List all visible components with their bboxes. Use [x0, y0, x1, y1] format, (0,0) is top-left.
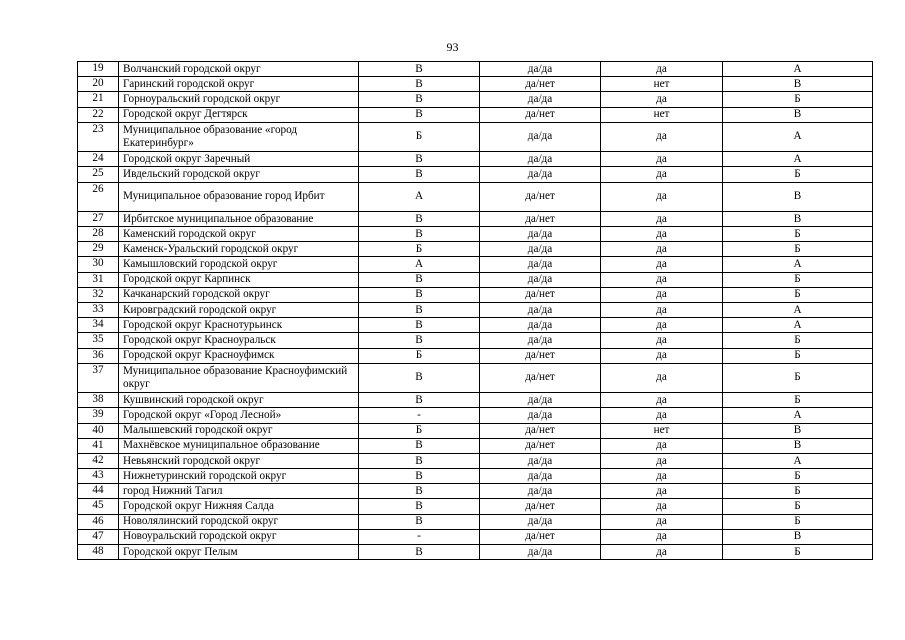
row-number: 46 [78, 514, 119, 529]
grade-cell: Б [723, 484, 873, 499]
row-number: 36 [78, 348, 119, 363]
table-row [78, 393, 873, 408]
row-number: 22 [78, 107, 119, 122]
row-number: 23 [78, 122, 119, 151]
yes-no-pair-cell: да/да [480, 242, 601, 257]
category-cell: В [359, 77, 480, 92]
category-cell: - [359, 529, 480, 544]
category-cell: В [359, 211, 480, 226]
table-row [78, 242, 873, 257]
yes-no-cell: да [601, 484, 723, 499]
municipality-name: Каменск-Уральский городской округ [119, 242, 359, 257]
table-row [78, 363, 873, 392]
row-number: 40 [78, 423, 119, 438]
grade-cell: В [723, 423, 873, 438]
grade-cell: Б [723, 333, 873, 348]
row-number: 43 [78, 469, 119, 484]
yes-no-pair-cell: да/да [480, 393, 601, 408]
yes-no-cell: да [601, 499, 723, 514]
yes-no-pair-cell: да/да [480, 408, 601, 423]
row-number: 21 [78, 92, 119, 107]
category-cell: Б [359, 348, 480, 363]
municipality-name: Муниципальное образование Красноуфимский округ [119, 363, 359, 392]
row-number: 25 [78, 167, 119, 182]
yes-no-cell: да [601, 242, 723, 257]
yes-no-cell: да [601, 167, 723, 182]
yes-no-pair-cell: да/нет [480, 499, 601, 514]
table-row [78, 438, 873, 453]
grade-cell: Б [723, 92, 873, 107]
yes-no-pair-cell: да/да [480, 514, 601, 529]
row-number: 32 [78, 287, 119, 302]
table-row [78, 107, 873, 122]
yes-no-cell: да [601, 333, 723, 348]
grade-cell: А [723, 408, 873, 423]
municipality-name: Городской округ Заречный [119, 152, 359, 167]
category-cell: В [359, 303, 480, 318]
grade-cell: Б [723, 469, 873, 484]
table-row [78, 182, 873, 211]
yes-no-pair-cell: да/да [480, 272, 601, 287]
row-number: 20 [78, 77, 119, 92]
row-number: 29 [78, 242, 119, 257]
municipality-name: Муниципальное образование город Ирбит [119, 182, 359, 211]
category-cell: В [359, 393, 480, 408]
yes-no-cell: да [601, 438, 723, 453]
yes-no-pair-cell: да/да [480, 92, 601, 107]
table-row [78, 152, 873, 167]
yes-no-cell: да [601, 408, 723, 423]
yes-no-cell: нет [601, 77, 723, 92]
category-cell: Б [359, 122, 480, 151]
grade-cell: А [723, 62, 873, 77]
grade-cell: Б [723, 499, 873, 514]
grade-cell: Б [723, 272, 873, 287]
row-number: 24 [78, 152, 119, 167]
grade-cell: А [723, 303, 873, 318]
grade-cell: Б [723, 287, 873, 302]
row-number: 48 [78, 545, 119, 560]
yes-no-pair-cell: да/да [480, 484, 601, 499]
municipality-name: Горноуральский городской округ [119, 92, 359, 107]
category-cell: А [359, 257, 480, 272]
yes-no-cell: да [601, 62, 723, 77]
category-cell: В [359, 272, 480, 287]
yes-no-pair-cell: да/да [480, 303, 601, 318]
category-cell: В [359, 318, 480, 333]
row-number: 27 [78, 211, 119, 226]
table-row [78, 92, 873, 107]
table-row [78, 348, 873, 363]
yes-no-cell: да [601, 453, 723, 468]
municipality-name: Ирбитское муниципальное образование [119, 211, 359, 226]
category-cell: В [359, 499, 480, 514]
municipality-name: Гаринский городской округ [119, 77, 359, 92]
municipality-name: Новоуральский городской округ [119, 529, 359, 544]
municipality-name: Городской округ Пелым [119, 545, 359, 560]
table-row [78, 499, 873, 514]
row-number: 37 [78, 363, 119, 392]
yes-no-pair-cell: да/нет [480, 423, 601, 438]
grade-cell: А [723, 453, 873, 468]
municipality-name: Новолялинский городской округ [119, 514, 359, 529]
municipality-name: Ивдельский городской округ [119, 167, 359, 182]
municipality-name: Качканарский городской округ [119, 287, 359, 302]
yes-no-cell: да [601, 318, 723, 333]
yes-no-pair-cell: да/нет [480, 211, 601, 226]
municipality-name: Городской округ Красноуральск [119, 333, 359, 348]
category-cell: В [359, 287, 480, 302]
municipality-name: Городской округ Дегтярск [119, 107, 359, 122]
yes-no-cell: да [601, 152, 723, 167]
table-row [78, 469, 873, 484]
municipality-name: Городской округ Нижняя Салда [119, 499, 359, 514]
grade-cell: В [723, 438, 873, 453]
municipality-name: Нижнетуринский городской округ [119, 469, 359, 484]
grade-cell: Б [723, 393, 873, 408]
row-number: 38 [78, 393, 119, 408]
category-cell: В [359, 107, 480, 122]
category-cell: В [359, 453, 480, 468]
table-row [78, 484, 873, 499]
municipality-name: Городской округ Красноуфимск [119, 348, 359, 363]
table-row [78, 122, 873, 151]
grade-cell: Б [723, 348, 873, 363]
category-cell: В [359, 545, 480, 560]
row-number: 44 [78, 484, 119, 499]
category-cell: В [359, 333, 480, 348]
municipality-name: Махнёвское муниципальное образование [119, 438, 359, 453]
category-cell: В [359, 92, 480, 107]
municipality-name: Городской округ Карпинск [119, 272, 359, 287]
yes-no-pair-cell: да/нет [480, 287, 601, 302]
yes-no-pair-cell: да/нет [480, 363, 601, 392]
category-cell: В [359, 227, 480, 242]
row-number: 39 [78, 408, 119, 423]
yes-no-pair-cell: да/да [480, 453, 601, 468]
row-number: 45 [78, 499, 119, 514]
yes-no-pair-cell: да/да [480, 545, 601, 560]
grade-cell: Б [723, 363, 873, 392]
table-row [78, 257, 873, 272]
grade-cell: В [723, 77, 873, 92]
yes-no-pair-cell: да/нет [480, 107, 601, 122]
yes-no-cell: нет [601, 107, 723, 122]
category-cell: В [359, 363, 480, 392]
yes-no-cell: да [601, 545, 723, 560]
yes-no-pair-cell: да/да [480, 167, 601, 182]
yes-no-pair-cell: да/да [480, 469, 601, 484]
category-cell: В [359, 438, 480, 453]
row-number: 35 [78, 333, 119, 348]
page-number: 93 [446, 40, 459, 54]
yes-no-pair-cell: да/да [480, 62, 601, 77]
table-row [78, 333, 873, 348]
yes-no-pair-cell: да/нет [480, 529, 601, 544]
category-cell: Б [359, 423, 480, 438]
row-number: 30 [78, 257, 119, 272]
yes-no-cell: да [601, 348, 723, 363]
category-cell: Б [359, 242, 480, 257]
yes-no-cell: да [601, 257, 723, 272]
yes-no-cell: да [601, 393, 723, 408]
yes-no-pair-cell: да/да [480, 122, 601, 151]
table-body [78, 62, 873, 560]
grade-cell: В [723, 211, 873, 226]
yes-no-cell: да [601, 122, 723, 151]
yes-no-cell: да [601, 287, 723, 302]
yes-no-cell: да [601, 514, 723, 529]
table-row [78, 167, 873, 182]
municipality-name: Каменский городской округ [119, 227, 359, 242]
category-cell: В [359, 484, 480, 499]
grade-cell: Б [723, 167, 873, 182]
municipality-name: город Нижний Тагил [119, 484, 359, 499]
category-cell: В [359, 469, 480, 484]
grade-cell: В [723, 529, 873, 544]
yes-no-cell: да [601, 363, 723, 392]
category-cell: - [359, 408, 480, 423]
table-row [78, 408, 873, 423]
row-number: 31 [78, 272, 119, 287]
yes-no-pair-cell: да/да [480, 333, 601, 348]
grade-cell: В [723, 107, 873, 122]
yes-no-pair-cell: да/нет [480, 348, 601, 363]
yes-no-cell: да [601, 529, 723, 544]
grade-cell: А [723, 122, 873, 151]
yes-no-pair-cell: да/да [480, 152, 601, 167]
municipality-name: Кушвинский городской округ [119, 393, 359, 408]
municipality-name: Малышевский городской округ [119, 423, 359, 438]
table-row [78, 272, 873, 287]
table-row [78, 318, 873, 333]
grade-cell: В [723, 182, 873, 211]
table-row [78, 77, 873, 92]
municipality-name: Кировградский городской округ [119, 303, 359, 318]
yes-no-cell: да [601, 211, 723, 226]
category-cell: В [359, 167, 480, 182]
table-row [78, 423, 873, 438]
table-row [78, 453, 873, 468]
yes-no-cell: да [601, 272, 723, 287]
table-row [78, 514, 873, 529]
yes-no-pair-cell: да/да [480, 318, 601, 333]
row-number: 33 [78, 303, 119, 318]
row-number: 41 [78, 438, 119, 453]
row-number: 28 [78, 227, 119, 242]
grade-cell: А [723, 318, 873, 333]
yes-no-cell: да [601, 227, 723, 242]
yes-no-cell: нет [601, 423, 723, 438]
municipality-name: Камышловский городской округ [119, 257, 359, 272]
table-row [78, 545, 873, 560]
row-number: 47 [78, 529, 119, 544]
grade-cell: Б [723, 514, 873, 529]
yes-no-pair-cell: да/нет [480, 77, 601, 92]
yes-no-pair-cell: да/нет [480, 182, 601, 211]
grade-cell: Б [723, 545, 873, 560]
yes-no-cell: да [601, 92, 723, 107]
table-row [78, 227, 873, 242]
category-cell: В [359, 152, 480, 167]
grade-cell: Б [723, 227, 873, 242]
yes-no-cell: да [601, 182, 723, 211]
yes-no-pair-cell: да/нет [480, 438, 601, 453]
municipality-name: Невьянский городской округ [119, 453, 359, 468]
municipality-name: Городской округ «Город Лесной» [119, 408, 359, 423]
row-number: 34 [78, 318, 119, 333]
yes-no-pair-cell: да/да [480, 227, 601, 242]
table-row [78, 529, 873, 544]
category-cell: А [359, 182, 480, 211]
grade-cell: А [723, 152, 873, 167]
yes-no-cell: да [601, 469, 723, 484]
table-row [78, 303, 873, 318]
municipality-name: Муниципальное образование «город Екатеринбург» [119, 122, 359, 151]
municipality-name: Городской округ Краснотурьинск [119, 318, 359, 333]
table-row [78, 211, 873, 226]
grade-cell: А [723, 257, 873, 272]
yes-no-pair-cell: да/да [480, 257, 601, 272]
category-cell: В [359, 514, 480, 529]
municipalities-table [77, 61, 873, 560]
table-row [78, 62, 873, 77]
row-number: 19 [78, 62, 119, 77]
yes-no-cell: да [601, 303, 723, 318]
grade-cell: Б [723, 242, 873, 257]
row-number: 26 [78, 182, 119, 211]
row-number: 42 [78, 453, 119, 468]
category-cell: В [359, 62, 480, 77]
municipality-name: Волчанский городской округ [119, 62, 359, 77]
table-row [78, 287, 873, 302]
